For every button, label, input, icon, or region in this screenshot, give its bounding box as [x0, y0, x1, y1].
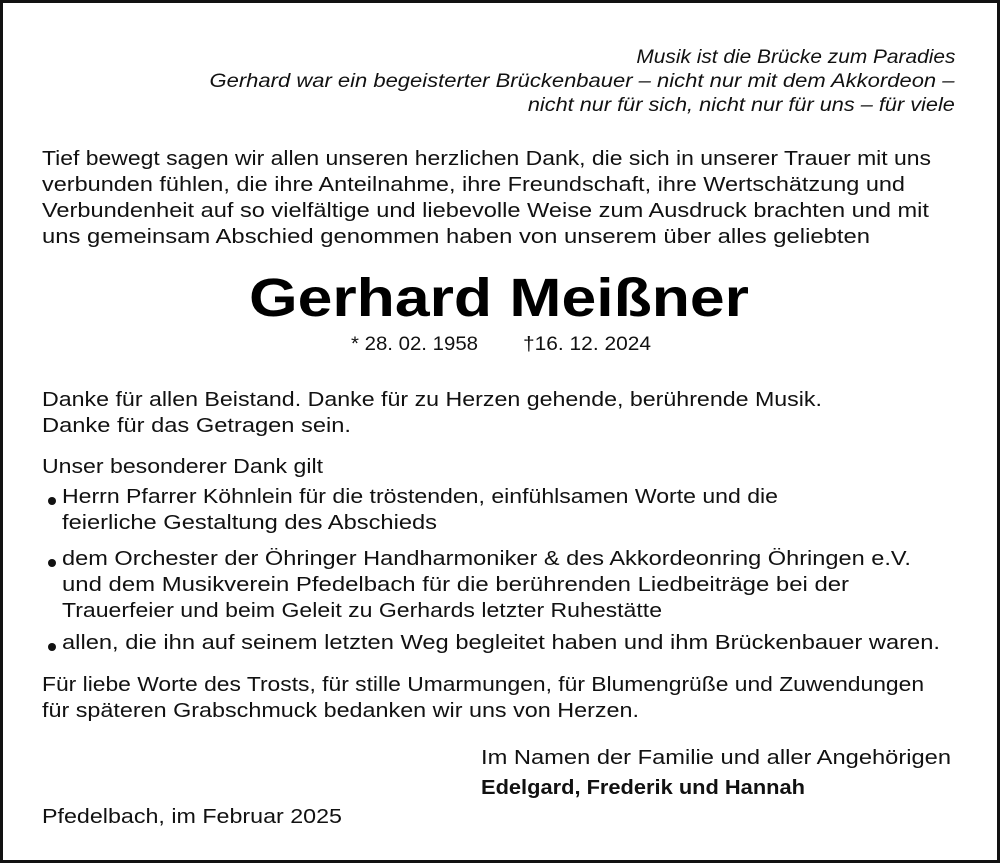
- deceased-name: Gerhard Meißner: [249, 268, 749, 328]
- intro-line: verbunden fühlen, die ihre Anteilnahme, ihre Freundschaft, ihre Wertschätzung und: [42, 174, 905, 196]
- special-item-line: Trauerfeier und beim Geleit zu Gerhards letzter Ruhestätte: [62, 600, 663, 622]
- intro-line: Verbundenheit auf so vielfältige und liebevolle Weise zum Ausdruck brachten und mit: [42, 200, 929, 222]
- motto-line: Gerhard war ein begeisterter Brückenbauer – nicht nur mit dem Akkordeon –: [210, 71, 955, 92]
- motto-line: Musik ist die Brücke zum Paradies: [636, 47, 955, 68]
- special-item-line: dem Orchester der Öhringer Handharmoniker & des Akkordeonring Öhringen e.V.: [62, 548, 911, 570]
- closing-line: Für liebe Worte des Trosts, für stille Umarmungen, für Blumengrüße und Zuwendungen: [42, 674, 925, 696]
- special-heading: Unser besonderer Dank gilt: [42, 456, 324, 478]
- special-item-line: allen, die ihn auf seinem letzten Weg begleitet haben und ihm Brückenbauer waren.: [62, 632, 940, 654]
- thanks-line: Danke für allen Beistand. Danke für zu Herzen gehende, berührende Musik.: [42, 389, 822, 411]
- special-item-line: Herrn Pfarrer Köhnlein für die tröstenden, einfühlsamen Worte und die: [62, 486, 778, 508]
- bullet-icon: [48, 643, 56, 651]
- thanks-line: Danke für das Getragen sein.: [42, 415, 351, 437]
- intro-line: Tief bewegt sagen wir allen unseren herzlichen Dank, die sich in unserer Trauer mit uns: [42, 148, 932, 170]
- on-behalf-text: Im Namen der Familie und aller Angehörigen: [481, 747, 952, 769]
- birth-date: * 28. 02. 1958: [351, 334, 479, 355]
- place-date: Pfedelbach, im Februar 2025: [42, 806, 343, 828]
- family-names: Edelgard, Frederik und Hannah: [481, 777, 805, 799]
- death-date: †16. 12. 2024: [523, 334, 652, 355]
- bullet-icon: [48, 559, 56, 567]
- intro-line: uns gemeinsam Abschied genommen haben von unserem über alles geliebten: [42, 226, 871, 248]
- special-item-line: feierliche Gestaltung des Abschieds: [62, 512, 438, 534]
- special-item-line: und dem Musikverein Pfedelbach für die berührenden Liedbeiträge bei der: [62, 574, 850, 596]
- closing-line: für späteren Grabschmuck bedanken wir uns von Herzen.: [42, 700, 639, 722]
- bullet-icon: [48, 497, 56, 505]
- motto-line: nicht nur für sich, nicht nur für uns – für viele: [527, 95, 955, 116]
